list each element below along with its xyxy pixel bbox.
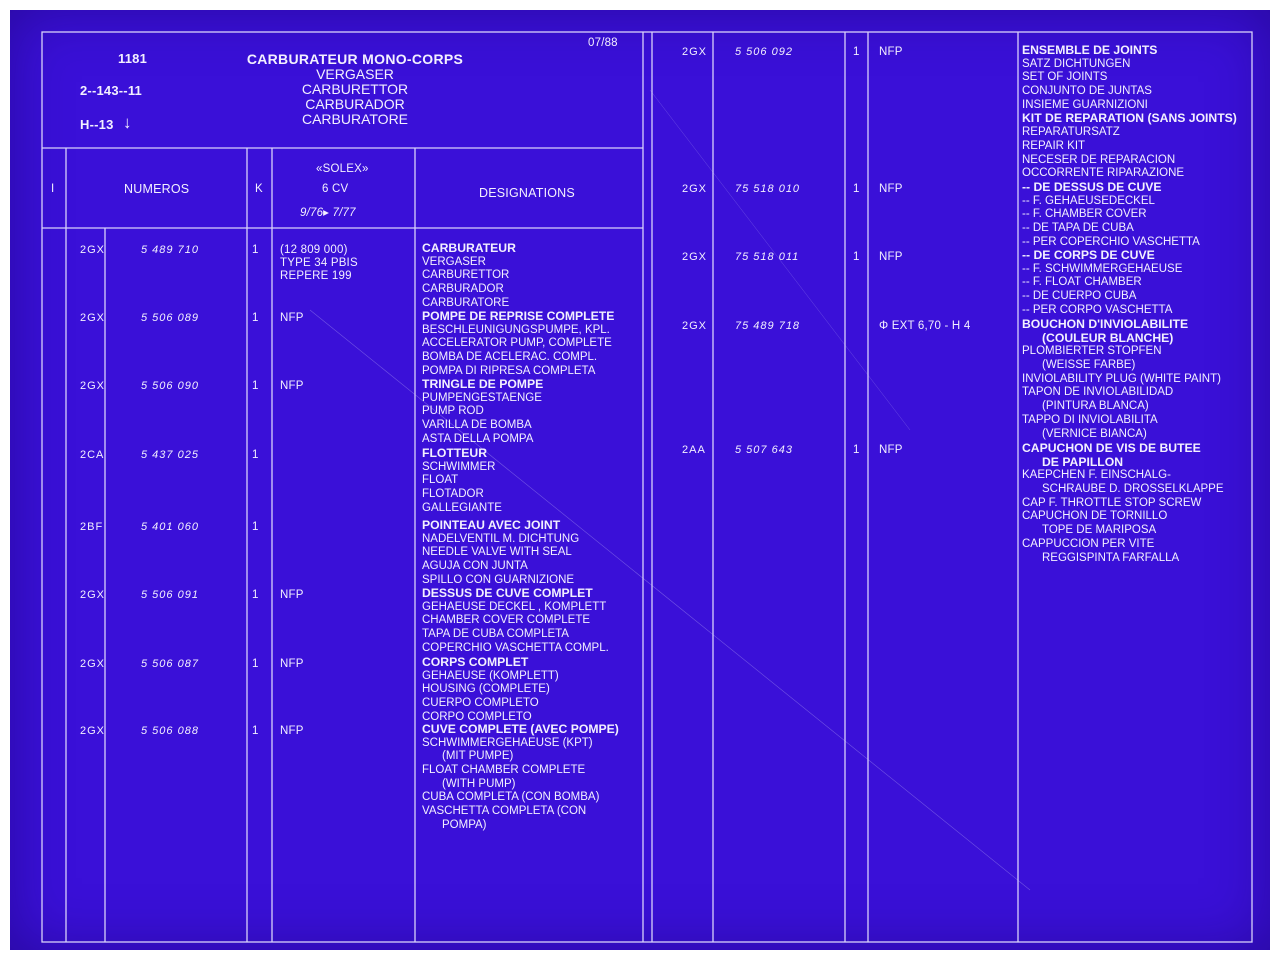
- designation-line: (VERNICE BIANCA): [1042, 427, 1147, 440]
- designation-line: -- DE CUERPO CUBA: [1022, 290, 1137, 303]
- designation-line: KIT DE REPARATION (SANS JOINTS): [1022, 111, 1237, 126]
- designation-line: ASTA DELLA POMPA: [422, 432, 534, 445]
- designation-line: GEHAEUSE DECKEL , KOMPLETT: [422, 600, 607, 613]
- row-part-number: 5 507 643: [735, 444, 793, 456]
- designation-line: TAPA DE CUBA COMPLETA: [422, 628, 569, 641]
- designation-line: TRINGLE DE POMPE: [422, 377, 544, 391]
- row-quantity: 1: [853, 251, 860, 263]
- designation-line: NECESER DE REPARACION: [1022, 153, 1176, 166]
- designation-line: CONJUNTO DE JUNTAS: [1022, 85, 1152, 98]
- designation-line: CAPUCHON DE VIS DE BUTEE: [1022, 441, 1201, 455]
- designation-line: CORPS COMPLET: [422, 655, 529, 669]
- designation-line: ACCELERATOR PUMP, COMPLETE: [422, 337, 612, 350]
- designation-line: REGGISPINTA FARFALLA: [1042, 551, 1180, 564]
- row-note: NFP: [280, 589, 304, 601]
- designation-line: FLOAT CHAMBER COMPLETE: [422, 764, 586, 777]
- row-designation: [422, 378, 543, 446]
- row-quantity: 1: [252, 449, 259, 461]
- row-quantity: 1: [853, 183, 860, 195]
- row-group-code: 2GX: [682, 320, 708, 332]
- designation-line: CARBURATEUR: [422, 241, 516, 255]
- title-line: CARBURATORE: [301, 111, 409, 127]
- designation-line: KAEPCHEN F. EINSCHALG-: [1022, 469, 1171, 482]
- designation-line: POMPA DI RIPRESA COMPLETA: [422, 364, 596, 377]
- row-group-code: 2GX: [80, 380, 106, 392]
- designation-line: SATZ DICHTUNGEN: [1022, 57, 1131, 70]
- designation-line: ENSEMBLE DE JOINTS: [1022, 43, 1158, 57]
- designation-line: COPERCHIO VASCHETTA COMPL.: [422, 641, 609, 654]
- designation-line: HOUSING (COMPLETE): [422, 683, 550, 696]
- catalog-code: 2--143--11: [80, 83, 142, 98]
- designation-line: -- DE DESSUS DE CUVE: [1022, 180, 1162, 194]
- designation-line: SPILLO CON GUARNIZIONE: [422, 573, 575, 586]
- designation-line: PUMPENGESTAENGE: [422, 391, 542, 404]
- designation-line: CARBURATORE: [422, 296, 510, 309]
- row-note: NFP: [879, 251, 903, 263]
- row-designation: [422, 587, 609, 655]
- row-part-number: 5 506 092: [735, 46, 793, 58]
- column-header-designations: DESIGNATIONS: [479, 186, 575, 200]
- row-designation: [422, 447, 502, 515]
- designation-line: AGUJA CON JUNTA: [422, 560, 528, 573]
- row-designation: [1022, 181, 1200, 249]
- row-group-code: 2BF: [80, 521, 104, 533]
- designation-line: CHAMBER COVER COMPLETE: [422, 614, 591, 627]
- designation-line: TAPON DE INVIOLABILIDAD: [1022, 386, 1174, 399]
- designation-line: -- F. CHAMBER COVER: [1022, 208, 1147, 221]
- designation-line: CAP F. THROTTLE STOP SCREW: [1022, 496, 1202, 509]
- designation-line: -- F. GEHAEUSEDECKEL: [1022, 194, 1155, 207]
- column-header-brand: «SOLEX»: [316, 163, 369, 175]
- title-line: CARBURETTOR: [301, 81, 409, 97]
- title-line: CARBURADOR: [305, 96, 405, 112]
- parts-catalog-sheet: [10, 10, 1270, 950]
- designation-line: BOMBA DE ACELERAC. COMPL.: [422, 351, 598, 364]
- row-note: NFP: [879, 46, 903, 58]
- row-note: TYPE 34 PBIS: [280, 257, 358, 269]
- row-designation: [1022, 249, 1182, 317]
- designation-line: OCCORRENTE RIPARAZIONE: [1022, 167, 1185, 180]
- designation-line: -- DE TAPA DE CUBA: [1022, 222, 1134, 235]
- row-quantity: 1: [252, 521, 259, 533]
- row-designation: [422, 519, 579, 587]
- row-quantity: 1: [252, 312, 259, 324]
- row-note: (12 809 000): [280, 244, 348, 256]
- row-note: NFP: [879, 183, 903, 195]
- designation-line: CARBURETTOR: [422, 269, 510, 282]
- designation-line: VERGASER: [422, 255, 486, 268]
- title-line: VERGASER: [316, 66, 394, 82]
- row-group-code: 2CA: [80, 449, 105, 461]
- row-quantity: 1: [252, 244, 259, 256]
- designation-line: FLOTTEUR: [422, 446, 487, 460]
- row-note: NFP: [879, 444, 903, 456]
- catalog-date: 07/88: [588, 37, 618, 49]
- row-group-code: 2GX: [80, 725, 106, 737]
- designation-line: TAPPO DI INVIOLABILITA: [1022, 413, 1158, 426]
- row-designation: [1022, 318, 1221, 441]
- designation-line: (MIT PUMPE): [442, 750, 514, 763]
- row-part-number: 5 437 025: [141, 449, 199, 461]
- row-group-code: 2GX: [682, 46, 708, 58]
- designation-line: SCHWIMMER: [422, 460, 496, 473]
- row-note: NFP: [280, 658, 304, 670]
- row-part-number: 5 401 060: [141, 521, 199, 533]
- row-note: NFP: [280, 725, 304, 737]
- row-quantity: 1: [252, 380, 259, 392]
- designation-line: -- F. FLOAT CHAMBER: [1022, 276, 1142, 289]
- designation-line: SCHWIMMERGEHAEUSE (KPT): [422, 736, 593, 749]
- row-part-number: 5 506 089: [141, 312, 199, 324]
- row-designation: [422, 723, 619, 833]
- designation-line: TOPE DE MARIPOSA: [1042, 524, 1157, 537]
- designation-line: (COULEUR BLANCHE): [1042, 330, 1174, 345]
- row-quantity: 1: [252, 658, 259, 670]
- designation-line: (PINTURA BLANCA): [1042, 400, 1149, 413]
- designation-line: POMPA): [442, 818, 487, 831]
- row-designation: [1022, 44, 1237, 181]
- row-quantity: 1: [252, 589, 259, 601]
- designation-line: VARILLA DE BOMBA: [422, 419, 532, 432]
- designation-line: BOUCHON D'INVIOLABILITE: [1022, 317, 1189, 331]
- designation-line: (WITH PUMP): [442, 777, 516, 790]
- designation-line: CAPPUCCION PER VITE: [1022, 537, 1155, 550]
- designation-line: CARBURADOR: [422, 283, 504, 296]
- designation-line: INVIOLABILITY PLUG (WHITE PAINT): [1022, 372, 1221, 385]
- designation-line: SCHRAUBE D. DROSSELKLAPPE: [1042, 483, 1224, 496]
- row-note: NFP: [280, 380, 304, 392]
- row-group-code: 2GX: [80, 658, 106, 670]
- designation-line: -- PER COPERCHIO VASCHETTA: [1022, 235, 1200, 248]
- designation-line: DESSUS DE CUVE COMPLET: [422, 586, 593, 600]
- designation-line: FLOAT: [422, 474, 459, 487]
- designation-line: INSIEME GUARNIZIONI: [1022, 98, 1148, 111]
- designation-line: GALLEGIANTE: [422, 501, 502, 514]
- designation-line: NADELVENTIL M. DICHTUNG: [422, 532, 580, 545]
- designation-line: FLOTADOR: [422, 488, 484, 501]
- row-quantity: 1: [252, 725, 259, 737]
- row-part-number: 75 518 011: [735, 251, 800, 263]
- designation-line: REPAIR KIT: [1022, 139, 1086, 152]
- column-header-index: I: [51, 183, 55, 195]
- row-group-code: 2GX: [682, 183, 708, 195]
- catalog-sub: H--13: [80, 117, 114, 132]
- catalog-ref: 1181: [118, 51, 148, 66]
- designation-line: BESCHLEUNIGUNGSPUMPE, KPL.: [422, 323, 610, 336]
- row-designation: [422, 310, 614, 378]
- designation-line: GEHAEUSE (KOMPLETT): [422, 669, 559, 682]
- row-group-code: 2GX: [80, 312, 106, 324]
- designation-line: PUMP ROD: [422, 405, 484, 418]
- designation-line: CUVE COMPLETE (AVEC POMPE): [422, 722, 619, 736]
- row-designation: [422, 242, 516, 310]
- row-group-code: 2GX: [80, 244, 106, 256]
- row-group-code: 2GX: [80, 589, 106, 601]
- down-arrow-icon: ↓: [123, 113, 132, 132]
- row-part-number: 75 489 718: [735, 320, 801, 332]
- row-part-number: 5 506 087: [141, 658, 199, 670]
- column-header-k: K: [255, 183, 263, 195]
- row-quantity: 1: [853, 444, 860, 456]
- designation-line: -- PER CORPO VASCHETTA: [1022, 303, 1173, 316]
- designation-line: (WEISSE FARBE): [1042, 359, 1136, 372]
- designation-line: POMPE DE REPRISE COMPLETE: [422, 309, 615, 323]
- row-part-number: 75 518 010: [735, 183, 801, 195]
- designation-line: CUERPO COMPLETO: [422, 697, 539, 710]
- row-group-code: 2AA: [682, 444, 706, 456]
- catalog-title: [230, 52, 480, 126]
- row-part-number: 5 506 090: [141, 380, 199, 392]
- row-part-number: 5 489 710: [141, 244, 199, 256]
- row-part-number: 5 506 091: [141, 589, 199, 601]
- designation-line: -- DE CORPS DE CUVE: [1022, 248, 1155, 262]
- designation-line: CORPO COMPLETO: [422, 710, 532, 723]
- designation-line: VASCHETTA COMPLETA (CON: [422, 805, 587, 818]
- designation-line: -- F. SCHWIMMERGEHAEUSE: [1022, 262, 1183, 275]
- row-note: REPERE 199: [280, 270, 352, 282]
- designation-line: NEEDLE VALVE WITH SEAL: [422, 546, 572, 559]
- column-header-cv: 6 CV: [322, 183, 349, 195]
- row-designation: [422, 656, 559, 724]
- designation-line: CUBA COMPLETA (CON BOMBA): [422, 791, 600, 804]
- row-part-number: 5 506 088: [141, 725, 199, 737]
- designation-line: POINTEAU AVEC JOINT: [422, 518, 561, 532]
- designation-line: REPARATURSATZ: [1022, 126, 1120, 139]
- column-header-dates: 9/76▸ 7/77: [300, 207, 356, 219]
- column-header-numeros: NUMEROS: [124, 182, 190, 196]
- row-quantity: 1: [853, 46, 860, 58]
- designation-line: CAPUCHON DE TORNILLO: [1022, 510, 1168, 523]
- designation-line: PLOMBIERTER STOPFEN: [1022, 345, 1162, 358]
- title-line: CARBURATEUR MONO-CORPS: [246, 51, 464, 67]
- designation-line: SET OF JOINTS: [1022, 71, 1108, 84]
- row-group-code: 2GX: [682, 251, 708, 263]
- designation-line: DE PAPILLON: [1042, 454, 1124, 469]
- row-designation: [1022, 442, 1224, 565]
- row-note: NFP: [280, 312, 304, 324]
- row-note: Φ EXT 6,70 - H 4: [879, 320, 971, 332]
